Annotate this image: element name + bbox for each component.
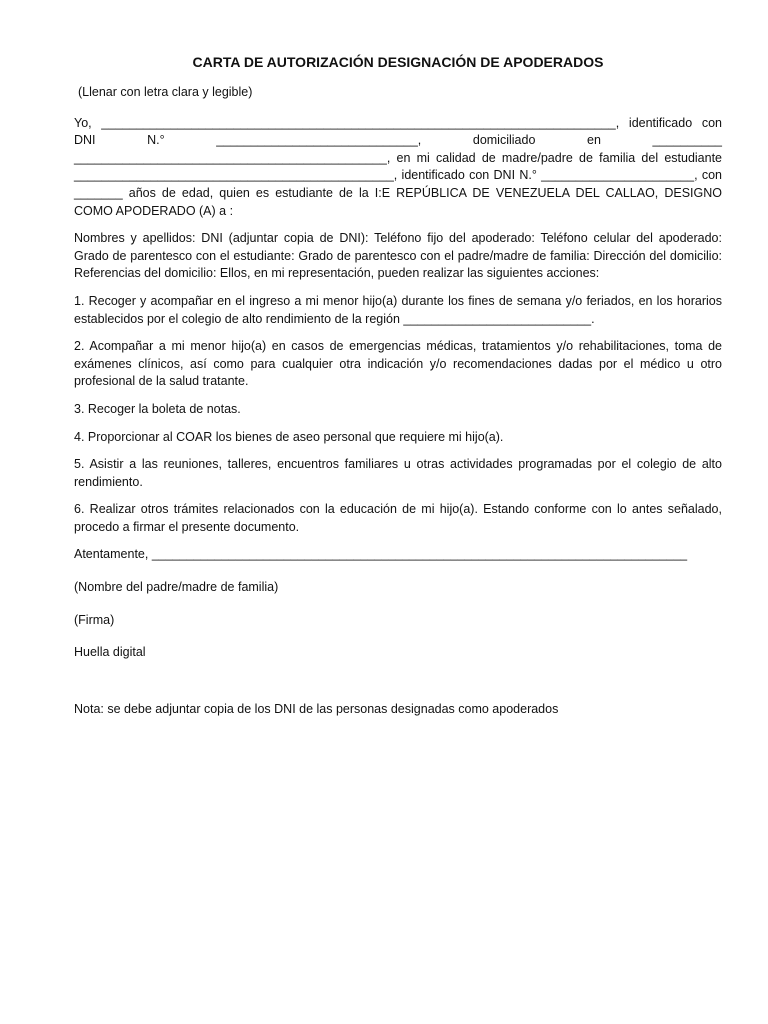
action-item-6: 6. Realizar otros trámites relacionados con la educación de mi hijo(a). Estando conforme con lo antes señalado, procedo a firmar el presente documento.: [74, 502, 722, 534]
document-title: CARTA DE AUTORIZACIÓN DESIGNACIÓN DE APODERADOS: [192, 54, 604, 70]
action-item-1: 1. Recoger y acompañar en el ingreso a mi menor hijo(a) durante los fines de semana y/o feriados, en los horarios establecidos por el colegio de alto rendimiento de la región ___________________________.: [74, 293, 722, 326]
action-item-3: 3. Recoger la boleta de notas.: [74, 401, 241, 416]
document-body: [74, 52, 722, 733]
parent-name-label: (Nombre del padre/madre de familia): [74, 580, 279, 595]
signature-block: [74, 546, 722, 718]
fields-paragraph: Nombres y apellidos: DNI (adjuntar copia de DNI): Teléfono fijo del apoderado: Teléfono celular del apoderado: Grado de parentesco con el estudiante: Grado de parentesco con el padre/madre de familia: Dirección del domicilio: Referencias del domicilio: Ellos, en mi representación, pueden realizar las siguientes acciones:: [74, 231, 722, 281]
document-subtitle: (Llenar con letra clara y legible): [78, 85, 253, 99]
fingerprint-label: Huella digital: [74, 645, 146, 660]
closing-line: Atentamente, _____________________________________________________________________________: [74, 547, 688, 562]
intro-paragraph: Yo, __________________________________________________________________________, identificado con DNI N.° _____________________________, domiciliado en __________ _____________________________________________, en mi calidad de madre/padre de familia del estudiante ______________________________________________, identificado con DNI N.° ______________________, con _______ años de edad, quien es estudiante de la I:E REPÚBLICA DE VENEZUELA DEL CALLAO, DESIGNO COMO APODERADO (A) a :: [74, 115, 722, 218]
action-item-5: 5. Asistir a las reuniones, talleres, encuentros familiares u otras actividades programadas por el colegio de alto rendimiento.: [74, 457, 722, 489]
signature-label: (Firma): [74, 612, 115, 627]
action-item-4: 4. Proporcionar al COAR los bienes de aseo personal que requiere mi hijo(a).: [74, 429, 504, 444]
spacer: [74, 677, 722, 701]
action-item-2: 2. Acompañar a mi menor hijo(a) en casos de emergencias médicas, tratamientos y/o rehabilitaciones, toma de exámenes clínicos, así como para cualquier otra indicación y/o recomendaciones dadas por el médico u otro profesional de la salud tratante.: [74, 339, 722, 389]
note-line: Nota: se debe adjuntar copia de los DNI de las personas designadas como apoderados: [74, 701, 559, 716]
